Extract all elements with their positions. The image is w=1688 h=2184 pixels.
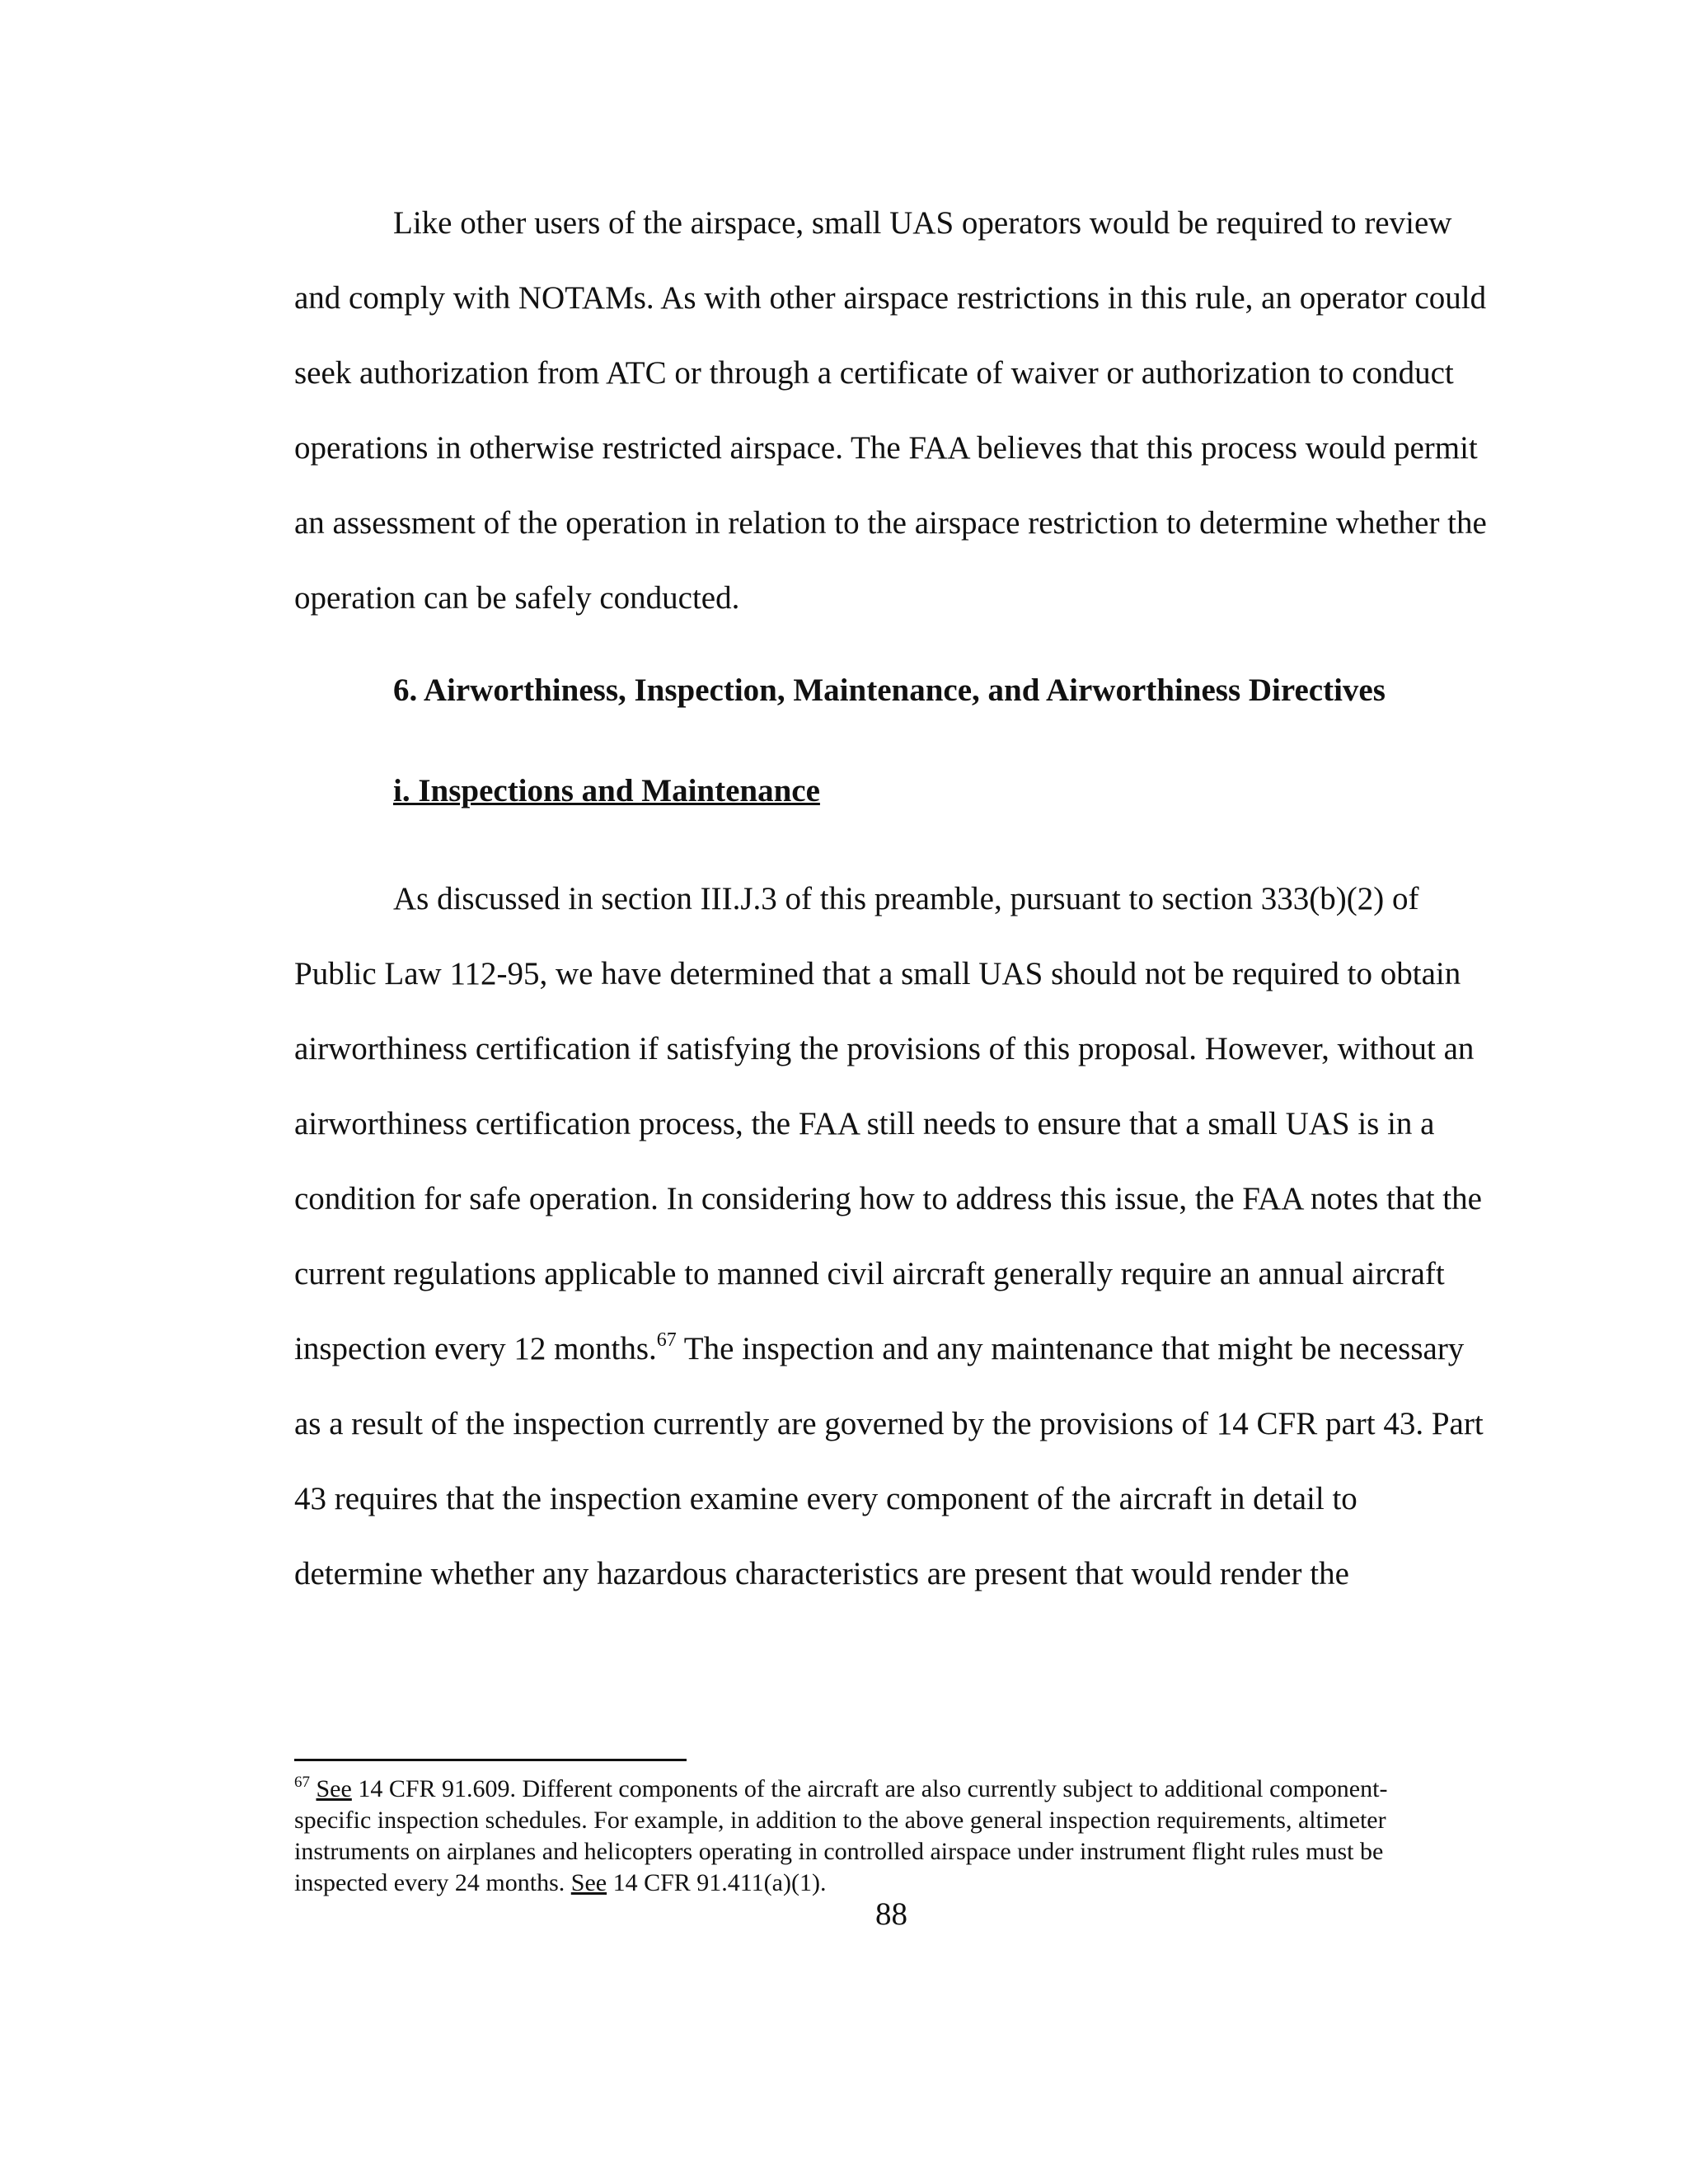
paragraph-text-before-ref: As discussed in section III.J.3 of this preamble, pursuant to section 333(b)(2) of Public Law 112-95, we have determined that a small UAS should not be required to obtain airworthiness certification if satisfying the provisions of this proposal. However, without an airworthiness certification process, the FAA still needs to ensure that a small UAS is in a condition for safe operation. In considering how to address this issue, the FAA notes that the current regulations applicable to manned civil aircraft generally require an annual aircraft inspection every 12 months. bbox=[294, 881, 1482, 1366]
page-number: 88 bbox=[875, 1896, 907, 1932]
body-paragraph-inspections bbox=[294, 861, 1489, 1611]
footnote-reference[interactable]: 67 bbox=[656, 1329, 677, 1351]
footnote bbox=[294, 1774, 1448, 1899]
body-paragraph: Like other users of the airspace, small UAS operators would be required to review and comply with NOTAMs. As with other airspace restrictions in this rule, an operator could seek authorization from ATC or through a certificate of waiver or authorization to conduct operations in otherwise restricted airspace. The FAA believes that this process would permit an assessment of the operation in relation to the airspace restriction to determine whether the operation can be safely conducted. bbox=[294, 205, 1487, 616]
footnote-see-2: See bbox=[570, 1869, 607, 1896]
footnote-separator bbox=[294, 1759, 687, 1761]
footnote-text-1: 14 CFR 91.609. Different components of the aircraft are also currently subject to additional component-specific inspection schedules. For example, in addition to the above general inspection requirements, altimeter instruments on airplanes and helicopters operating in controlled airspace under instrument flight rules must be inspected every 24 months. bbox=[294, 1775, 1388, 1896]
paragraph-text-after-ref: The inspection and any maintenance that might be necessary as a result of the inspection currently are governed by the provisions of 14 CFR part 43. Part 43 requires that the inspection examine every component of the aircraft in detail to determine whether any hazardous characteristics are present that would render the bbox=[294, 1331, 1484, 1591]
footnote-see-1: See bbox=[316, 1775, 352, 1802]
footnote-text-2: 14 CFR 91.411(a)(1). bbox=[607, 1869, 827, 1896]
subsection-heading: i. Inspections and Maintenance bbox=[393, 773, 820, 808]
section-heading: 6. Airworthiness, Inspection, Maintenance, and Airworthiness Directives bbox=[393, 673, 1386, 708]
footnote-number: 67 bbox=[294, 1774, 310, 1791]
